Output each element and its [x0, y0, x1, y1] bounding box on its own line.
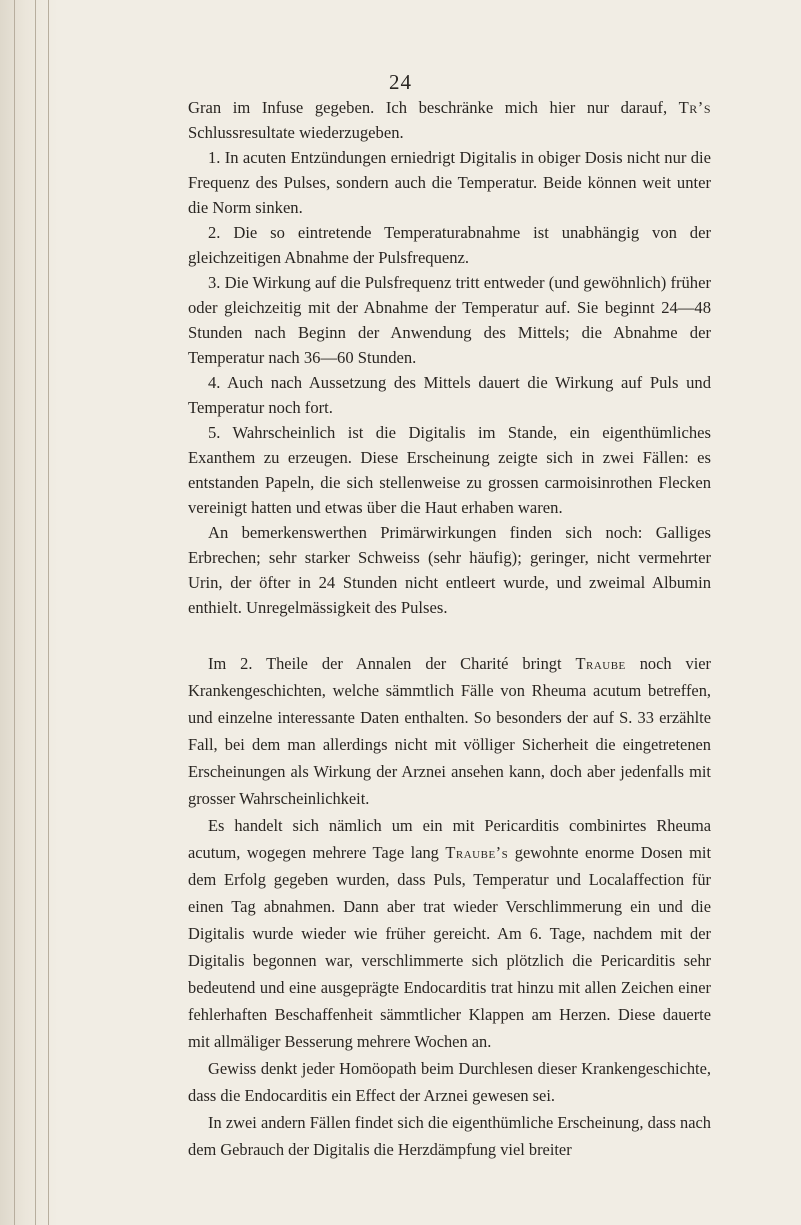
- numbered-results-block: [188, 95, 711, 620]
- case-reports-block: [188, 650, 711, 1163]
- result-item-1: 1. In acuten Entzündungen erniedrigt Digitalis in obiger Dosis nicht nur die Frequenz des Pulses, sondern auch die Temperatur. Beide können weit unter die Norm sinken.: [188, 148, 711, 217]
- author-name-tr: Tr’s: [678, 98, 711, 117]
- result-item-4: 4. Auch nach Aussetzung des Mittels dauert die Wirkung auf Puls und Temperatur noch fort.: [188, 373, 711, 417]
- book-binding-shadow: [0, 0, 58, 1225]
- result-item-2: 2. Die so eintretende Temperaturabnahme ist unabhängig von der gleichzeitigen Abnahme der Pulsfrequenz.: [188, 223, 711, 267]
- traube-annalen-paragraph: Im 2. Theile der Annalen der Charité bringt Traube noch vier Krankengeschichten, welche sämmtlich Fälle von Rheuma acutum betreffen, und einzelne interessante Daten enthalten. So besonders der auf S. 33 erzählte Fall, bei dem man allerdings nicht mit völliger Sicherheit die eingetretenen Erscheinungen als Wirkung der Arznei ansehen kann, doch aber jedenfalls mit grosser Wahrscheinlichkeit.: [188, 654, 711, 808]
- pericarditis-case-paragraph: Es handelt sich nämlich um ein mit Pericarditis combinirtes Rheuma acutum, wogegen mehrere Tage lang Traube’s gewohnte enorme Dosen mit dem Erfolg gegeben wurden, dass Puls, Temperatur und Localaffection für einen Tag abnahmen. Dann aber trat wieder Verschlimmerung ein und die Digitalis wurde wieder wie früher gereicht. Am 6. Tage, nachdem mit der Digitalis begonnen war, verschlimmerte sich plötzlich die Pericarditis sehr bedeutend und eine ausgeprägte Endocarditis trat hinzu mit allen Zeichen einer fehlerhaften Beschaffenheit sämmtlicher Klappen am Herzen. Diese dauerte mit allmäliger Besserung mehrere Wochen an.: [188, 816, 711, 1051]
- intro-paragraph: Gran im Infuse gegeben. Ich beschränke mich hier nur darauf, Tr’s Schlussresultate wiederzugeben.: [188, 98, 711, 142]
- binding-edge-line: [48, 0, 49, 1225]
- final-paragraph: In zwei andern Fällen findet sich die eigenthümliche Erscheinung, dass nach dem Gebrauch der Digitalis die Herzdämpfung viel breiter: [188, 1113, 711, 1159]
- page-number: 24: [389, 70, 412, 94]
- binding-edge-line: [35, 0, 36, 1225]
- binding-edge-line: [14, 0, 15, 1225]
- result-item-3: 3. Die Wirkung auf die Pulsfrequenz tritt entweder (und gewöhnlich) früher oder gleichzeitig mit der Abnahme der Temperatur auf. Sie beginnt 24—48 Stunden nach Beginn der Anwendung des Mittels; die Abnahme der Temperatur nach 36—60 Stunden.: [188, 273, 711, 367]
- author-name-traube: Traube: [575, 654, 626, 673]
- primary-effects-paragraph: An bemerkenswerthen Primärwirkungen finden sich noch: Galliges Erbrechen; sehr starker Schweiss (sehr häufig); geringer, nicht vermehrter Urin, der öfter in 24 Stunden nicht entleert wurde, und zweimal Albumin enthielt. Unregelmässigkeit des Pulses.: [188, 523, 711, 617]
- homoeopath-paragraph: Gewiss denkt jeder Homöopath beim Durchlesen dieser Krankengeschichte, dass die Endocarditis ein Effect der Arznei gewesen sei.: [188, 1059, 711, 1105]
- result-item-5: 5. Wahrscheinlich ist die Digitalis im Stande, ein eigenthümliches Exanthem zu erzeugen. Diese Erscheinung zeigte sich in zwei Fällen: es entstanden Papeln, die sich stellenweise zu grossen carmoisinrothen Flecken vereinigt hatten und etwas über die Haut erhaben waren.: [188, 423, 711, 517]
- author-name-traubes: Traube’s: [445, 843, 509, 862]
